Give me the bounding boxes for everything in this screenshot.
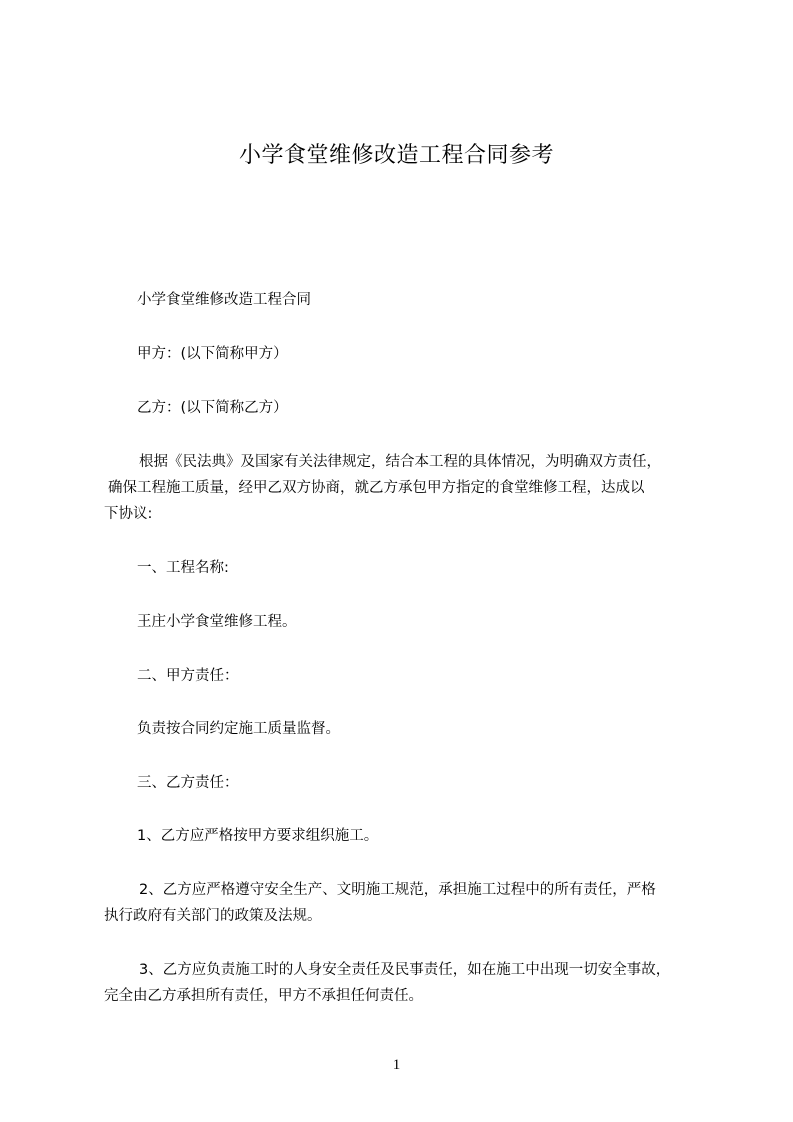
- section-2-content: 负责按合同约定施工质量监督。: [137, 721, 340, 737]
- section-1-heading: 一、工程名称:: [137, 560, 229, 576]
- preamble-line: 下协议:: [104, 506, 153, 522]
- preamble-line: 根据《民法典》及国家有关法律规定，结合本工程的具体情况，为明确双方责任，: [139, 454, 661, 470]
- party-a-line: 甲方：(以下简称甲方）: [137, 346, 288, 362]
- item-line: 执行政府有关部门的政策及法规。: [104, 908, 322, 924]
- section-3-heading: 三、乙方责任：: [137, 775, 239, 791]
- item-line: 完全由乙方承担所有责任，甲方不承担任何责任。: [104, 988, 423, 1004]
- item-line: 2、乙方应严格遵守安全生产、文明施工规范，承担施工过程中的所有责任，严格: [139, 882, 656, 898]
- item-line: 3、乙方应负责施工时的人身安全责任及民事责任，如在施工中出现一切安全事故，: [139, 962, 671, 978]
- section-3-item-1: 1、乙方应严格按甲方要求组织施工。: [137, 828, 379, 844]
- section-2-heading: 二、甲方责任：: [137, 668, 239, 684]
- contract-subtitle: 小学食堂维修改造工程合同: [137, 292, 311, 308]
- section-1-content: 王庄小学食堂维修工程。: [137, 614, 297, 630]
- party-b-line: 乙方：(以下简称乙方）: [137, 400, 288, 416]
- page-number: 1: [392, 1057, 401, 1073]
- preamble-line: 确保工程施工质量，经甲乙双方协商，就乙方承包甲方指定的食堂维修工程，达成以: [108, 480, 645, 496]
- page-title: 小学食堂维修改造工程合同参考: [238, 143, 554, 168]
